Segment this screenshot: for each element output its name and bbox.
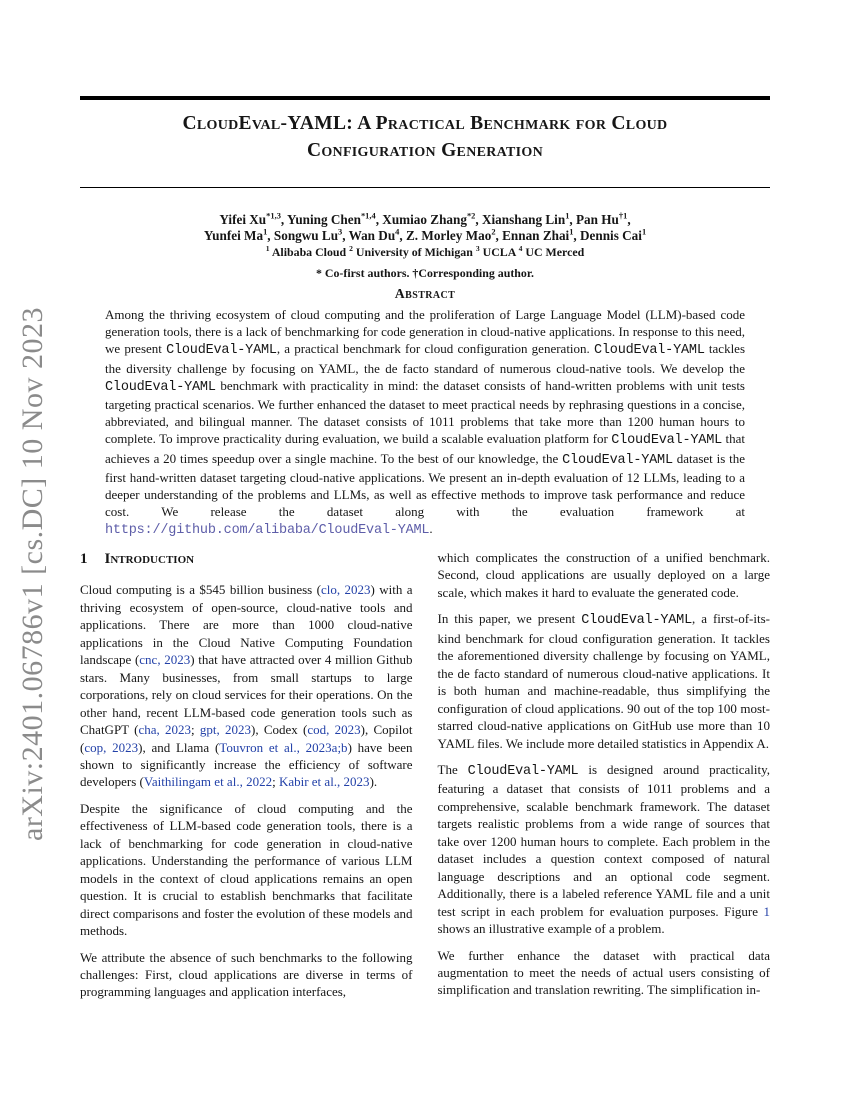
superscript: 2 <box>491 227 496 238</box>
text-run: UC Merced <box>522 244 585 259</box>
authors-line2 <box>80 228 770 244</box>
abstract-heading: Abstract <box>394 286 456 301</box>
text-run: Alibaba Cloud <box>269 244 350 259</box>
text-run: that achieves a 20 times speedup over a single machine. To the best of our knowledge, the <box>105 431 745 466</box>
inline-code: CloudEval-YAML <box>611 433 723 449</box>
intro-right-paragraph-3 <box>438 761 771 938</box>
superscript: 4 <box>395 227 400 238</box>
superscript: 1 <box>565 210 570 221</box>
superscript: 2 <box>349 243 353 253</box>
affiliations-line <box>80 245 770 260</box>
text-run: is designed around practicality, featuring a dataset that consists of 1011 problems and a comprehensive, scalable benchmark framework. The dataset targets realistic problems from a wide range of sources that take over 1200 human hours to complete. Each problem in the dataset includes a question context composed of natural language descriptions and an optional code segment. Additionally, there is a labeled reference YAML file and a unit test script in each problem for evaluation purposes. Figure <box>437 761 770 919</box>
citation-link[interactable]: Vaithilingam et al., 2022 <box>143 774 273 790</box>
text-run: ; <box>191 722 200 738</box>
paper-title-line2: Configuration Generation <box>306 140 544 161</box>
intro-right-paragraph-4 <box>438 947 771 999</box>
citation-link[interactable]: cnc, 2023 <box>139 652 191 668</box>
text-run: Yunfei Ma <box>203 228 264 244</box>
inline-code: CloudEval-YAML <box>105 379 216 395</box>
author-notes: * Co-first authors. †Corresponding author. <box>315 266 534 281</box>
text-run: The <box>437 761 468 777</box>
section-heading-introduction <box>80 551 413 568</box>
text-run: benchmark with practicality in mind: the dataset consists of hand-written problems with unit tests targeting practical scenarios. We further enhanced the dataset to meet practical needs by rephrasing questions in a concise, abbreviated, and bilingual manner. The dataset consists of 1011 problems that take more than 1200 human hours to complete. To improve practicality during evaluation, we build a scalable evaluation platform for <box>105 377 745 447</box>
text-run: ) that have attracted over 4 million Github stars. Many businesses, from small startups to large corporations, rely on cloud services for their operations. On the other hand, recent LLM-based code generation tools such as ChatGPT ( <box>80 652 413 738</box>
right-column <box>438 549 771 1001</box>
authors-line1 <box>80 212 770 228</box>
text-run: University of Michigan <box>352 244 476 259</box>
text-run: Despite the significance of cloud computing and the effectiveness of LLM-based code generation tools, there is a lack of benchmarking for code generation in cloud-native applications. Understanding the performance of various LLM models in the context of cloud applications remains an open question. It is crucial to establish benchmarks that facilitate direct comparisons and foster the evolution of these models and methods. <box>80 800 413 939</box>
intro-left-paragraph-3 <box>80 949 413 1001</box>
superscript: *2 <box>466 210 476 221</box>
intro-left-paragraph-1 <box>80 581 413 790</box>
external-link[interactable]: https://github.com/alibaba/CloudEval-YAML <box>105 523 430 539</box>
text-run: ), and Llama ( <box>138 739 220 755</box>
text-run: We further enhance the dataset with practical data augmentation to meet the needs of actual users consisting of simplification and translation rewriting. The simplification in- <box>437 947 770 998</box>
citation-link[interactable]: cod, 2023 <box>307 722 361 738</box>
abstract-body <box>105 306 745 540</box>
superscript: 1 <box>569 227 574 238</box>
superscript: *1,4 <box>360 210 376 221</box>
text-run: , Ennan Zhai <box>495 228 570 244</box>
text-run: ) with a thriving ecosystem of open-source, cloud-native tools and applications. There are more than 1000 cloud-native applications in the Cloud Native Computing Foundation landscape ( <box>80 582 413 668</box>
citation-link[interactable]: cop, 2023 <box>84 739 139 755</box>
text-run: , Yuning Chen <box>280 212 361 227</box>
text-run: , Xianshang Lin <box>475 212 566 227</box>
paper-title <box>80 110 770 164</box>
text-run: Among the thriving ecosystem of cloud computing and the proliferation of Large Language Model (LLM)-based code generation tools, there is a lack of benchmarking for code generation in cloud-native applications. In response to this need, we present <box>105 307 745 357</box>
intro-right-paragraph-1 <box>438 549 771 601</box>
text-run: , <box>627 212 631 227</box>
superscript: 3 <box>338 227 343 238</box>
inline-code: CloudEval-YAML <box>593 343 705 359</box>
inline-code: CloudEval-YAML <box>562 452 673 468</box>
text-run: ). <box>369 774 378 790</box>
citation-link[interactable]: gpt, 2023 <box>199 722 252 738</box>
text-run: ), Copilot ( <box>80 722 413 755</box>
title-rule-bottom <box>80 187 770 188</box>
superscript: 1 <box>263 227 268 238</box>
section-number: 1 <box>80 551 88 567</box>
text-run: ; <box>272 774 279 790</box>
section-title: Introduction <box>104 551 195 567</box>
superscript: 1 <box>641 227 647 238</box>
text-run: In this paper, we present <box>437 611 582 627</box>
citation-link[interactable]: Touvron et al., 2023a;b <box>219 739 348 755</box>
arxiv-watermark: arXiv:2401.06786v1 [cs.DC] 10 Nov 2023 <box>16 307 49 841</box>
text-run: . <box>429 521 433 537</box>
superscript: 1 <box>265 243 270 253</box>
inline-code: CloudEval-YAML <box>467 763 579 779</box>
intro-right-paragraph-2 <box>438 610 771 752</box>
text-run: ), Codex ( <box>251 722 308 738</box>
text-run: shows an illustrative example of a problem. <box>437 921 665 937</box>
text-run: , Xumiao Zhang <box>375 212 467 227</box>
text-run: We attribute the absence of such benchmarks to the following challenges: First, cloud applications are diverse in terms of programming languages and application interfaces, <box>80 949 413 1000</box>
intro-left-paragraph-2 <box>80 800 413 940</box>
body-columns <box>80 549 770 1001</box>
text-run: , Z. Morley Mao <box>399 228 492 244</box>
superscript: *1,3 <box>266 210 281 221</box>
author-block <box>80 212 770 282</box>
text-run: , Songwu Lu <box>267 228 339 244</box>
text-run: dataset is the first hand-written dataset targeting cloud-native applications. We present an in-depth evaluation of 12 LLMs, leading to a deeper understanding of the problems and LLMs, as well as effective methods to improve task performance and reduce cost. We release the dataset along with the evaluation framework at <box>105 450 745 520</box>
paper-title-line1: CloudEval-YAML: A Practical Benchmark for Cloud <box>182 113 668 134</box>
citation-link[interactable]: 1 <box>763 903 770 919</box>
text-run: Cloud computing is a $545 billion business ( <box>80 582 321 598</box>
citation-link[interactable]: Kabir et al., 2023 <box>278 774 370 790</box>
citation-link[interactable]: clo, 2023 <box>320 582 371 598</box>
citation-link[interactable]: cha, 2023 <box>138 722 192 738</box>
text-run: , Dennis Cai <box>573 228 642 244</box>
text-run: which complicates the construction of a unified benchmark. Second, cloud applications are usually deployed on a large scale, which makes it hard to evaluate the generated code. <box>437 550 770 600</box>
text-run: , Wan Du <box>342 228 396 244</box>
superscript: †1 <box>618 210 628 221</box>
text-run: Yifei Xu <box>219 212 267 227</box>
text-run: , a first-of-its-kind benchmark for cloud configuration generation. It tackles the aforementioned diversity challenge by focusing on YAML, the de facto standard of numerous cloud-native applications. It is both human and machine-readable, thus simplifying the configuration of cloud applications. 90 out of the top 100 most-starred cloud-native applications on GitHub use more than 10 YAML files. We include more detailed statistics in Appendix A. <box>437 611 770 751</box>
text-run: ) have been shown to significantly increase the efficiency of software developers ( <box>80 739 413 790</box>
inline-code: CloudEval-YAML <box>166 343 277 359</box>
superscript: 3 <box>475 243 480 253</box>
inline-code: CloudEval-YAML <box>581 613 692 629</box>
left-column <box>80 549 413 1001</box>
text-run: UCLA <box>479 244 519 259</box>
title-rule-top <box>80 96 770 100</box>
text-run: , Pan Hu <box>569 212 619 227</box>
superscript: 4 <box>518 243 523 253</box>
text-run: tackles the diversity challenge by focusing on YAML, the de facto standard of numerous cloud-native tools. We develop the <box>105 341 746 376</box>
text-run: , a practical benchmark for cloud configuration generation. <box>276 341 594 357</box>
